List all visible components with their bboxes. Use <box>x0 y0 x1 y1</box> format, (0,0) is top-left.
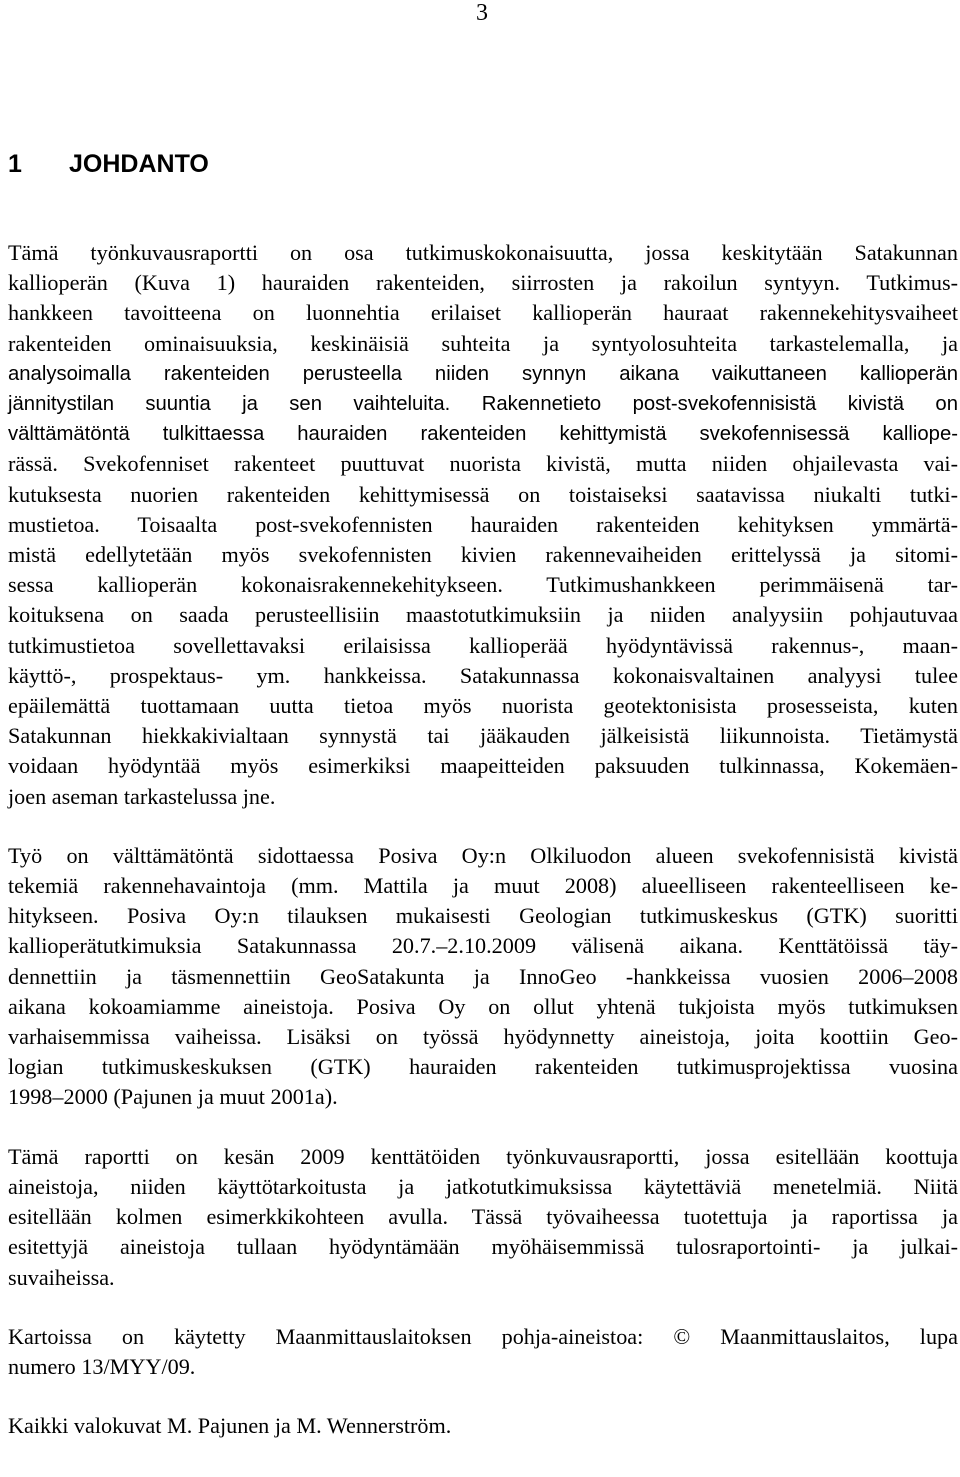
text-line: välttämätöntä tulkittaessa hauraiden rakenteiden kehittymistä svekofennisessä kalliope- <box>8 423 958 446</box>
text-line: sessa kallioperän kokonaisrakennekehitykseen. Tutkimushankkeen perimmäisenä tar- <box>8 572 958 598</box>
text-line: logian tutkimuskeskuksen (GTK) hauraiden rakenteiden tutkimusprojektissa vuosina <box>8 1054 958 1080</box>
text-line: Kartoissa on käytetty Maanmittauslaitoksen pohja-aineistoa: © Maanmittauslaitos, lupa <box>8 1323 958 1349</box>
text-line: varhaisemmissa vaiheissa. Lisäksi on työssä hyödynnetty aineistoja, joita koottiin Geo- <box>8 1024 958 1050</box>
text-line: hitykseen. Posiva Oy:n tilauksen mukaisesti Geologian tutkimuskeskus (GTK) suoritti <box>8 903 958 929</box>
text-line: dennettiin ja täsmennettiin GeoSatakunta ja InnoGeo -hankkeissa vuosien 2006–2008 <box>8 963 958 989</box>
text-line: rakenteiden ominaisuuksia, keskinäisiä suhteita ja syntyolosuhteita tarkastelemalla, ja <box>8 330 958 356</box>
text-line: esitellään kolmen esimerkkikohteen avulla. Tässä työvaiheessa tuotettuja ja raportissa ja <box>8 1204 958 1230</box>
text-line: Tämä työnkuvausraportti on osa tutkimuskokonaisuutta, jossa keskitytään Satakunnan <box>8 240 958 265</box>
paragraph-2 <box>8 841 958 1113</box>
text-line: numero 13/MYY/09. <box>8 1353 196 1379</box>
text-line: 1998–2000 (Pajunen ja muut 2001a). <box>8 1084 338 1110</box>
text-line: Kaikki valokuvat M. Pajunen ja M. Wennerström. <box>8 1413 452 1439</box>
text-line: kallioperätutkimuksia Satakunnassa 20.7.–2.10.2009 välisenä aikana. Kenttätöissä täy- <box>8 933 958 959</box>
page-number: 3 <box>476 0 488 26</box>
text-line: analysoimalla rakenteiden perusteella niiden synnyn aikana vaikuttaneen kallioperän <box>8 362 958 385</box>
text-line: Tämä raportti on kesän 2009 kenttätöiden työnkuvausraportti, jossa esitellään koottuja <box>8 1143 958 1169</box>
text-line: epäilemättä tuottamaan uutta tietoa myös nuorista geotektonisista prosesseista, kuten <box>8 693 958 719</box>
text-line: joen aseman tarkastelussa jne. <box>8 783 276 809</box>
paragraph-1 <box>8 238 958 812</box>
text-line: aineistoja, niiden käyttötarkoitusta ja jatkotutkimuksissa käytettäviä menetelmiä. Niitä <box>8 1173 958 1199</box>
paragraph-5 <box>8 1411 958 1441</box>
text-line: jännitystilan suuntia ja sen vaihteluita. Rakennetieto post-svekofennisistä kivistä on <box>8 393 958 416</box>
section-heading <box>8 146 209 182</box>
text-line: rässä. Svekofenniset rakenteet puuttuvat nuorista kivistä, mutta niiden ohjailevasta vai- <box>8 451 958 477</box>
text-line: suvaiheissa. <box>8 1264 115 1290</box>
section-title: JOHDANTO <box>69 150 209 178</box>
body-text <box>8 238 958 1441</box>
text-line: tekemiä rakennehavaintoja (mm. Mattila ja muut 2008) alueelliseen rakenteelliseen ke- <box>8 873 958 899</box>
text-line: mistä edellytetään myös svekofennisten kivien rakennevaiheiden erittelyssä ja sitomi- <box>8 542 958 568</box>
paragraph-3 <box>8 1142 958 1293</box>
section-number: 1 <box>8 150 22 178</box>
text-line: Työ on välttämätöntä sidottaessa Posiva Oy:n Olkiluodon alueen svekofennisistä kivistä <box>8 842 958 868</box>
text-line: hankkeen tavoitteena on luonnehtia erilaiset kallioperän hauraat rakennekehitysvaiheet <box>8 300 958 326</box>
text-line: mustietoa. Toisaalta post-svekofennisten hauraiden rakenteiden kehityksen ymmärtä- <box>8 511 958 537</box>
text-line: voidaan hyödyntää myös esimerkiksi maapeitteiden paksuuden tulkinnassa, Kokemäen- <box>8 753 958 779</box>
text-line: käyttö-, prospektaus- ym. hankkeissa. Satakunnassa kokonaisvaltainen analyysi tulee <box>8 662 958 688</box>
text-line: kallioperän (Kuva 1) hauraiden rakenteiden, siirrosten ja rakoilun syntyyn. Tutkimus- <box>8 270 958 296</box>
paragraph-4 <box>8 1322 958 1382</box>
text-line: Satakunnan hiekkakivialtaan synnystä tai jääkauden jälkeisistä liikunnoista. Tietämystä <box>8 723 958 749</box>
text-line: tutkimustietoa sovellettavaksi erilaisissa kallioperää hyödyntävissä rakennus-, maan- <box>8 632 958 658</box>
text-line: esitettyjä aineistoja tullaan hyödyntämään myöhäisemmissä tulosraportointi- ja julkai- <box>8 1234 958 1260</box>
text-line: koituksena on saada perusteellisiin maastotutkimuksiin ja niiden analyysiin pohjautuvaa <box>8 602 958 628</box>
text-line: aikana kokoamiamme aineistoja. Posiva Oy on ollut yhtenä tukjoista myös tutkimuksen <box>8 993 958 1019</box>
text-line: kutuksesta nuorien rakenteiden kehittymisessä on toistaiseksi saatavissa niukalti tutki- <box>8 481 958 507</box>
